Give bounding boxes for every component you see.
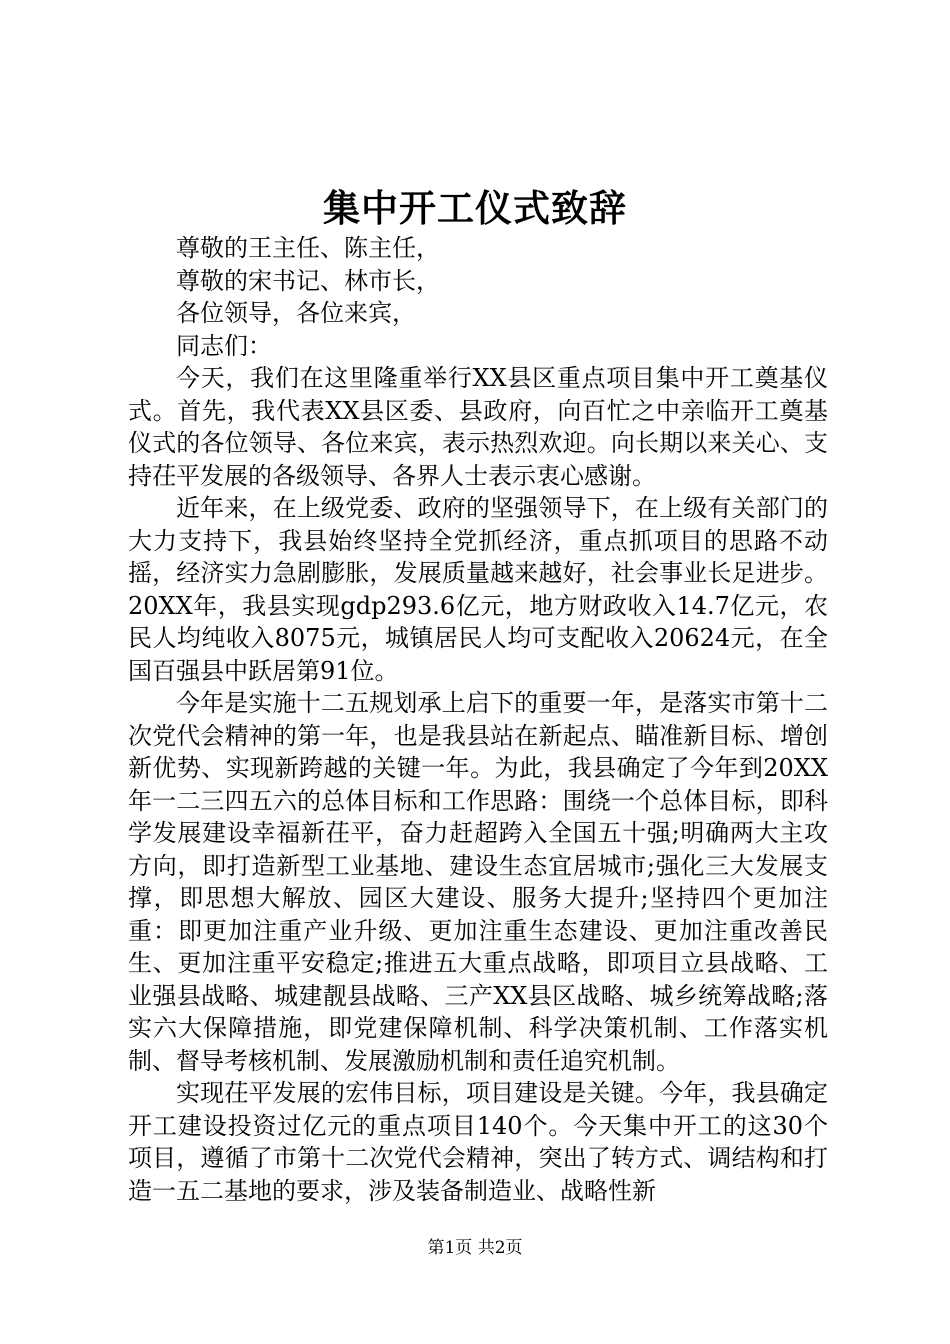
salutation-line: 尊敬的宋书记、林市长，	[176, 266, 440, 295]
document-body	[128, 232, 828, 1207]
salutation-line: 同志们：	[176, 331, 272, 360]
body-paragraph: 实现茌平发展的宏伟目标，项目建设是关键。今年，我县确定开工建设投资过亿元的重点项目140个。今天集中开工的这30个项目，遵循了市第十二次党代会精神，突出了转方式、调结构和打造一五二基地的要求，涉及装备制造业、战略性新	[128, 1079, 828, 1205]
document-title: 集中开工仪式致辞	[323, 186, 627, 230]
page-indicator: 第1页 共2页	[427, 1238, 523, 1258]
body-paragraph: 今天，我们在这里隆重举行XX县区重点项目集中开工奠基仪式。首先，我代表XX县区委、县政府，向百忙之中亲临开工奠基仪式的各位领导、各位来宾，表示热烈欢迎。向长期以来关心、支持茌平发展的各级领导、各界人士表示衷心感谢。	[128, 364, 828, 490]
salutation-line: 各位领导，各位来宾，	[176, 299, 416, 327]
salutation-line: 尊敬的王主任、陈主任，	[176, 234, 440, 262]
body-paragraph: 今年是实施十二五规划承上启下的重要一年，是落实市第十二次党代会精神的第一年，也是我县站在新起点、瞄准新目标、增创新优势、实现新跨越的关键一年。为此，我县确定了今年到20XX年一二三四五六的总体目标和工作思路：围绕一个总体目标，即科学发展建设幸福新茌平，奋力赶超跨入全国五十强;明确两大主攻方向，即打造新型工业基地、建设生态宜居城市;强化三大发展支撑，即思想大解放、园区大建设、服务大提升;坚持四个更加注重：即更加注重产业升级、更加注重生态建设、更加注重改善民生、更加注重平安稳定;推进五大重点战略，即项目立县战略、工业强县战略、城建靓县战略、三产XX县区战略、城乡统筹战略;落实六大保障措施，即党建保障机制、科学决策机制、工作落实机制、督导考核机制、发展激励机制和责任追究机制。	[128, 689, 828, 1075]
body-paragraph: 近年来，在上级党委、政府的坚强领导下，在上级有关部门的大力支持下，我县始终坚持全党抓经济，重点抓项目的思路不动摇，经济实力急剧膨胀，发展质量越来越好，社会事业长足进步。20XX年，我县实现gdp293.6亿元，地方财政收入14.7亿元，农民人均纯收入8075元，城镇居民人均可支配收入20624元，在全国百强县中跃居第91位。	[128, 494, 828, 685]
